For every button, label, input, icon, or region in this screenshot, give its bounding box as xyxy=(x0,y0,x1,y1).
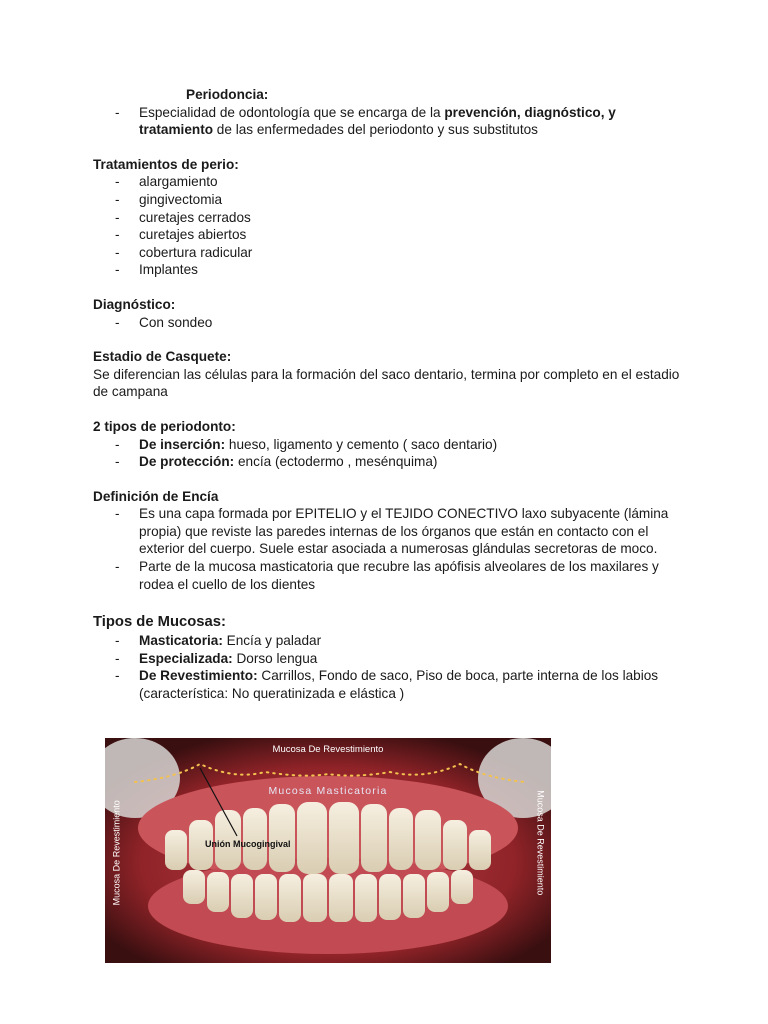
tipos-periodonto-list xyxy=(93,436,683,471)
list-item xyxy=(93,436,683,454)
periodoncia-title: Periodoncia: xyxy=(186,87,269,102)
item-label: De Revestimiento: xyxy=(139,668,258,684)
tratamientos-list xyxy=(93,173,683,279)
teeth-photo xyxy=(105,738,551,963)
encia-title: Definición de Encía xyxy=(93,488,219,504)
label-mucosa-revestimiento-right: Mucosa De Revestimiento xyxy=(535,790,546,896)
casquete-text: Se diferencian las células para la formación del saco dentario, termina por completo en el estadio de campana xyxy=(93,366,680,400)
list-item xyxy=(93,632,683,650)
item-label: De inserción: xyxy=(139,436,226,452)
periodoncia-list xyxy=(93,104,683,139)
item-label: Masticatoria: xyxy=(139,633,223,649)
list-item xyxy=(93,104,683,139)
encia-list xyxy=(93,505,683,593)
document-body xyxy=(93,86,683,703)
list-item xyxy=(93,650,683,668)
list-item xyxy=(93,667,683,702)
label-mucosa-masticatoria: Mucosa Masticatoria xyxy=(268,785,388,797)
diagnostico-title: Diagnóstico: xyxy=(93,296,176,312)
item-label: Especializada: xyxy=(139,650,233,666)
periodoncia-def-bold2: tratamiento xyxy=(139,122,214,138)
label-union-mucogingival: Unión Mucogingival xyxy=(205,839,291,849)
list-item: - Es una capa formada por EPITELIO y el TEJIDO CONECTIVO laxo subyacente (lámina propia) que reviste las paredes internas de los órganos que están en contacto con el exterior del cuerpo. Suele estar asociada a numerosas glándulas secretoras de moco. xyxy=(93,505,683,558)
item-text: Encía y paladar xyxy=(222,633,322,649)
casquete-title: Estadio de Casquete: xyxy=(93,349,232,365)
periodoncia-def-post: de las enfermedades del periodonto y sus substitutos xyxy=(213,122,538,138)
item-text: Dorso lengua xyxy=(232,650,318,666)
list-item: - Implantes xyxy=(93,261,683,279)
teeth-illustration xyxy=(105,738,551,963)
mucosas-list xyxy=(93,632,683,702)
mucosas-title: Tipos de Mucosas: xyxy=(93,614,226,631)
list-item: - gingivectomia xyxy=(93,191,683,209)
list-item: - curetajes abiertos xyxy=(93,226,683,244)
list-item: - alargamiento xyxy=(93,173,683,191)
list-item: - cobertura radicular xyxy=(93,244,683,262)
periodoncia-def-bold1: prevención, diagnóstico, y xyxy=(444,104,616,120)
item-label: De protección: xyxy=(139,454,235,470)
periodoncia-def-pre: Especialidad de odontología que se encarga de la xyxy=(139,104,445,120)
label-mucosa-revestimiento-left: Mucosa De Revestimiento xyxy=(111,800,122,906)
list-item: - Con sondeo xyxy=(93,314,683,332)
item-text: hueso, ligamento y cemento ( saco dentario) xyxy=(225,436,498,452)
list-item xyxy=(93,453,683,471)
label-mucosa-revestimiento-top: Mucosa De Revestimiento xyxy=(272,744,384,755)
list-item: - curetajes cerrados xyxy=(93,209,683,227)
list-item: - Parte de la mucosa masticatoria que recubre las apófisis alveolares de los maxilares y rodea el cuello de los dientes xyxy=(93,558,683,593)
tipos-periodonto-title: 2 tipos de periodonto: xyxy=(93,418,236,434)
tratamientos-title: Tratamientos de perio: xyxy=(93,156,239,172)
diagnostico-list xyxy=(93,314,683,332)
item-text: encía (ectodermo , mesénquima) xyxy=(234,454,438,470)
item-text: Carrillos, Fondo de saco, Piso de boca, parte interna de los labios (característica: No queratinizada e elástica ) xyxy=(139,668,659,702)
